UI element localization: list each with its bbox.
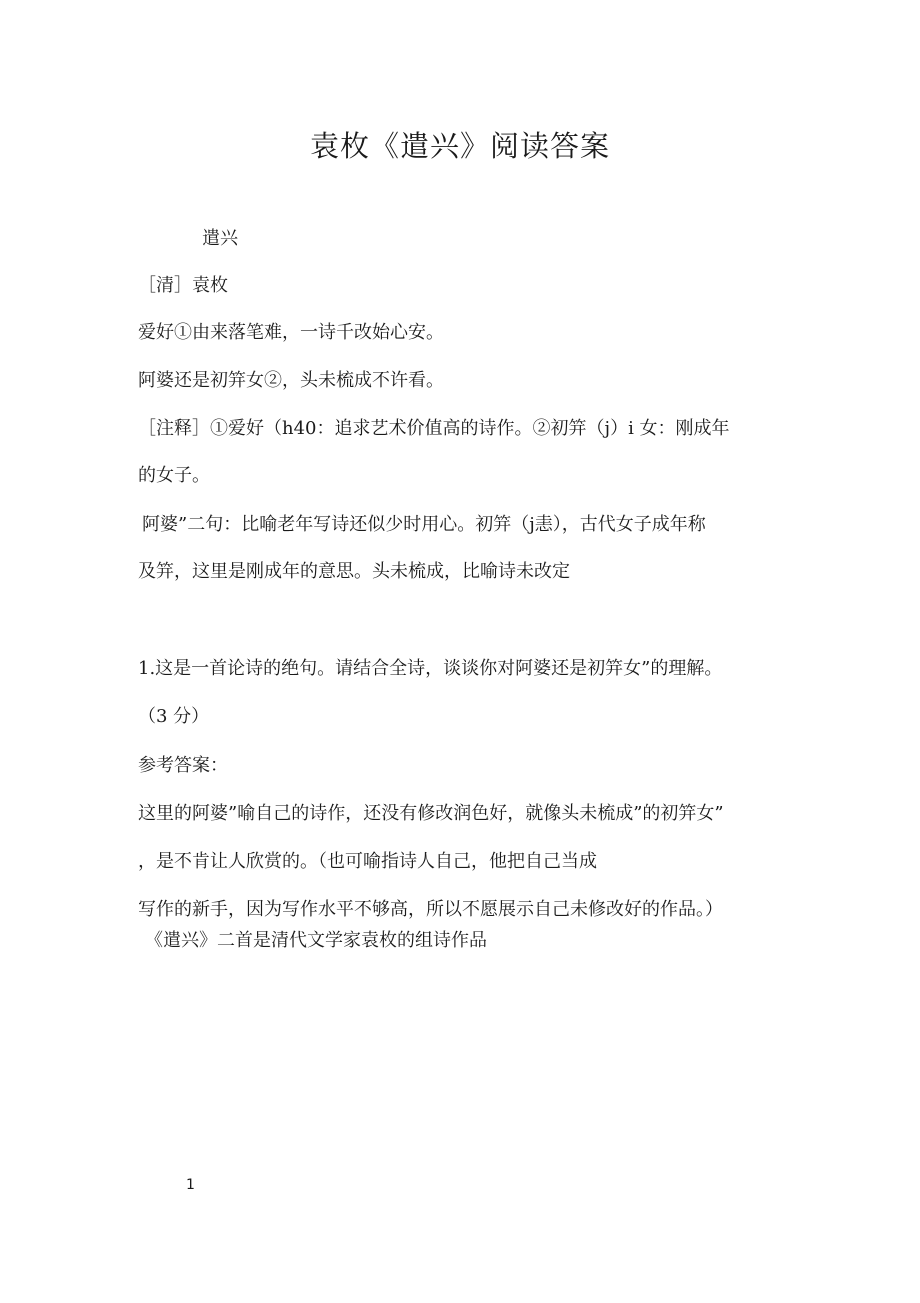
poem-line: 爱好①由来落笔难，一诗千改始心安。 (138, 322, 444, 343)
note-line: ［注释］①爱好（h40：追求艺术价值高的诗作。②初笄（j）i 女：刚成年 (138, 418, 730, 439)
document-title: 袁枚《遣兴》阅读答案 (309, 129, 610, 163)
note-line: 及笄，这里是刚成年的意思。头未梳成，比喻诗未改定 (138, 561, 570, 582)
poem-line: 阿婆还是初笄女②，头未梳成不许看。 (138, 370, 444, 391)
question-text: 1.这是一首论诗的绝句。请结合全诗，谈谈你对阿婆还是初笄女”的理解。 (138, 658, 723, 679)
answer-line: 《遣兴》二首是清代文学家袁枚的组诗作品 (145, 930, 487, 951)
answer-line: 写作的新手，因为写作水平不够高，所以不愿展示自己未修改好的作品。） (138, 899, 723, 920)
poem-author: ［清］袁枚 (138, 275, 228, 296)
note-line: 阿婆”二句：比喻老年写诗还似少时用心。初笄（j恚），古代女子成年称 (142, 514, 706, 535)
answer-line: ，是不肯让人欣赏的。（也可喻指诗人自己，他把自己当成 (138, 851, 597, 872)
note-line: 的女子。 (138, 465, 210, 486)
answer-label: 参考答案： (138, 755, 228, 776)
answer-line: 这里的阿婆”喻自己的诗作，还没有修改润色好，就像头未梳成”的初笄女” (138, 803, 724, 824)
question-score: （3 分） (138, 706, 210, 727)
poem-name: 遣兴 (202, 228, 238, 249)
page-number: 1 (186, 1177, 195, 1193)
